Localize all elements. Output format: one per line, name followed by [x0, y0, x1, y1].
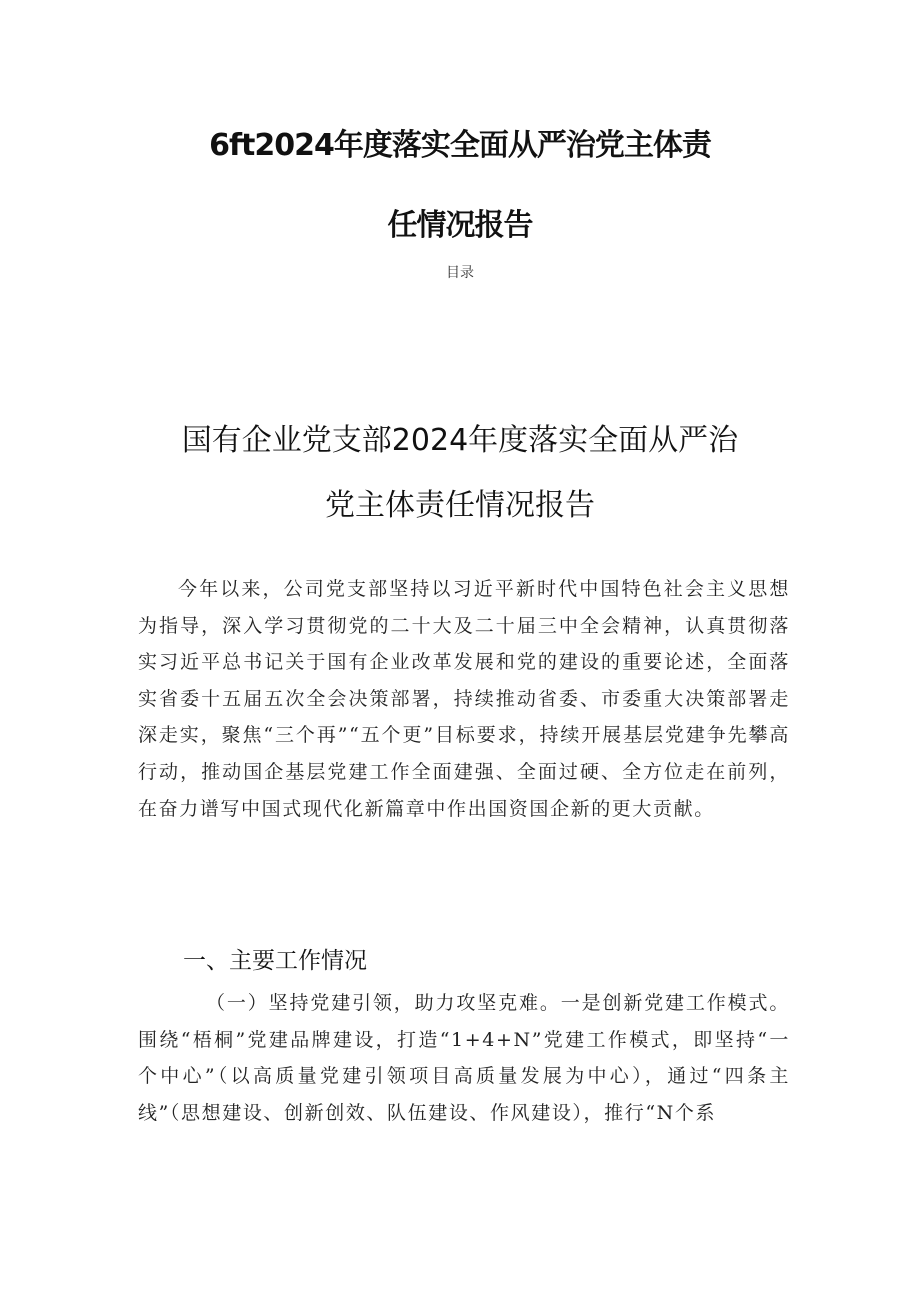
- document-title-line-1: 6ft2024年度落实全面从严治党主体责: [209, 128, 711, 163]
- section-heading-main-work: 一、主要工作情况: [183, 948, 367, 974]
- section-paragraph-party-building: （一）坚持党建引领，助力攻坚克难。一是创新党建工作模式。围绕“梧桐”党建品牌建设，打造“1+4+N”党建工作模式，即坚持“一个中心”（以高质量党建引领项目高质量发展为中心），通过“四条主线”（思想建设、创新创效、队伍建设、作风建设），推行“N个系: [138, 992, 790, 1124]
- table-of-contents-label: 目录: [446, 265, 474, 281]
- document-title-line-2: 任情况报告: [387, 208, 533, 243]
- report-title-line-2: 党主体责任情况报告: [325, 488, 595, 523]
- intro-paragraph: 今年以来，公司党支部坚持以习近平新时代中国特色社会主义思想为指导，深入学习贯彻党的二十大及二十届三中全会精神，认真贯彻落实习近平总书记关于国有企业改革发展和党的建设的重要论述，全面落实省委十五届五次全会决策部署，持续推动省委、市委重大决策部署走深走实，聚焦“三个再”“五个更”目标要求，持续开展基层党建争先攀高行动，推动国企基层党建工作全面建强、全面过硬、全方位走在前列，在奋力谱写中国式现代化新篇章中作出国资国企新的更大贡献。: [138, 578, 790, 820]
- report-title-line-1: 国有企业党支部2024年度落实全面从严治: [181, 423, 739, 458]
